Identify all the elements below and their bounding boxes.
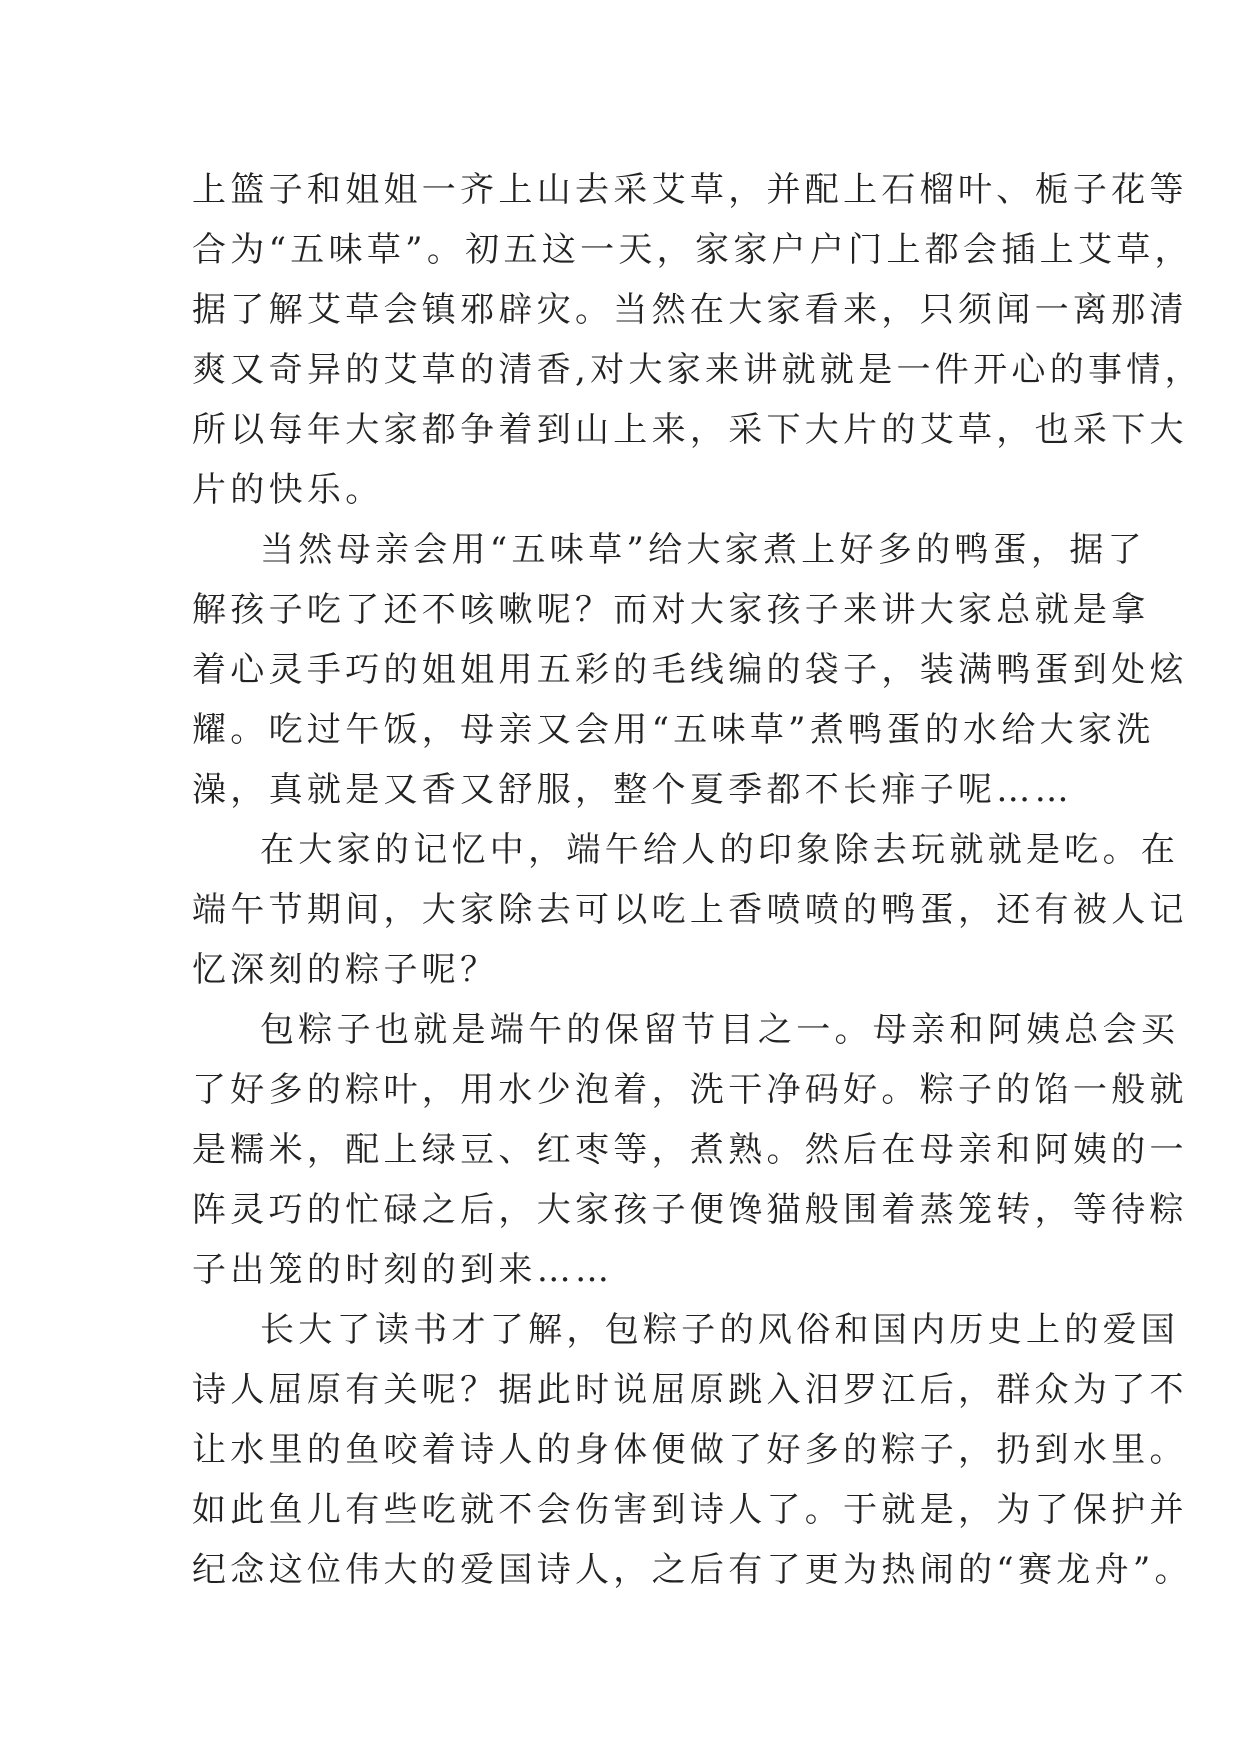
text-line: 纪念这位伟大的爱国诗人，之后有了更为热闹的“赛龙舟”。 [192, 1550, 1193, 1590]
text-line: 包粽子也就是端午的保留节目之一。母亲和阿姨总会买 [260, 1010, 1180, 1050]
paragraph [192, 820, 1188, 1000]
text-line: 所以每年大家都争着到山上来，采下大片的艾草，也采下大 [192, 410, 1188, 450]
paragraph [192, 1300, 1193, 1600]
text-line: 爽又奇异的艾草的清香,对大家来讲就就是一件开心的事情， [192, 350, 1203, 390]
body-text [192, 160, 1203, 1600]
text-line: 上篮子和姐姐一齐上山去采艾草，并配上石榴叶、栀子花等 [192, 170, 1188, 210]
text-line: 澡，真就是又香又舒服，整个夏季都不长痱子呢…… [192, 770, 1073, 810]
text-line: 端午节期间，大家除去可以吃上香喷喷的鸭蛋，还有被人记 [192, 890, 1188, 930]
text-line: 片的快乐。 [192, 470, 384, 510]
text-line: 着心灵手巧的姐姐用五彩的毛线编的袋子，装满鸭蛋到处炫 [192, 650, 1188, 690]
text-line: 子出笼的时刻的到来…… [192, 1250, 614, 1290]
paragraph [192, 1000, 1188, 1300]
text-line: 耀。吃过午饭，母亲又会用“五味草”煮鸭蛋的水给大家洗 [192, 710, 1155, 750]
text-line: 当然母亲会用“五味草”给大家煮上好多的鸭蛋，据了 [260, 530, 1146, 570]
text-line: 让水里的鱼咬着诗人的身体便做了好多的粽子，扔到水里。 [192, 1430, 1188, 1470]
text-line: 是糯米，配上绿豆、红枣等，煮熟。然后在母亲和阿姨的一 [192, 1130, 1188, 1170]
text-line: 据了解艾草会镇邪辟灾。当然在大家看来，只须闻一离那清 [192, 290, 1188, 330]
paragraph [192, 520, 1188, 820]
text-line: 阵灵巧的忙碌之后，大家孩子便馋猫般围着蒸笼转，等待粽 [192, 1190, 1188, 1230]
text-line: 诗人屈原有关呢？据此时说屈原跳入汨罗江后，群众为了不 [192, 1370, 1188, 1410]
text-line: 忆深刻的粽子呢？ [192, 950, 499, 990]
text-line: 长大了读书才了解，包粽子的风俗和国内历史上的爱国 [260, 1310, 1180, 1350]
text-line: 了好多的粽叶，用水少泡着，洗干净码好。粽子的馅一般就 [192, 1070, 1188, 1110]
text-line: 解孩子吃了还不咳嗽呢？而对大家孩子来讲大家总就是拿 [192, 590, 1150, 630]
text-line: 如此鱼儿有些吃就不会伤害到诗人了。于就是，为了保护并 [192, 1490, 1188, 1530]
text-line: 合为“五味草”。初五这一天，家家户户门上都会插上艾草， [192, 230, 1193, 270]
text-line: 在大家的记忆中，端午给人的印象除去玩就就是吃。在 [260, 830, 1180, 870]
paragraph [192, 160, 1203, 520]
